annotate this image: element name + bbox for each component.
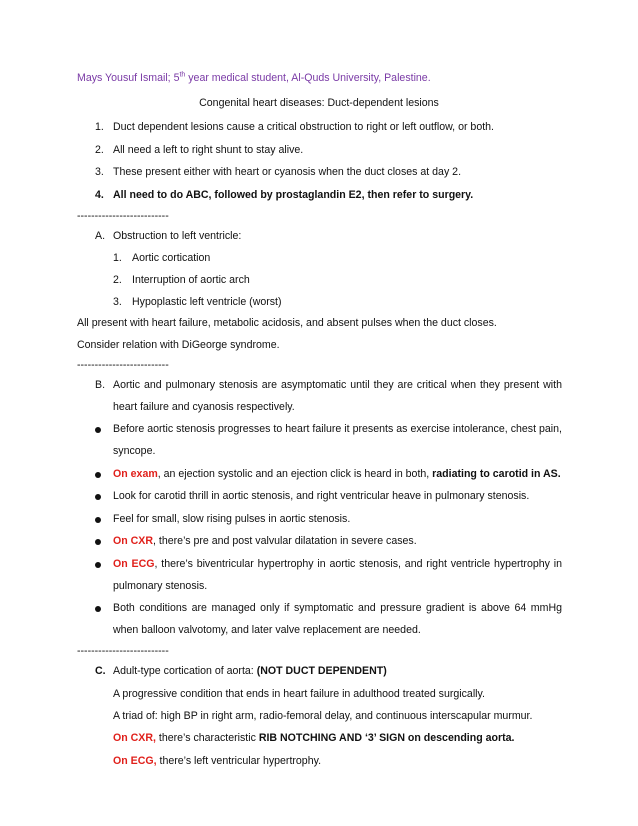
bullet-icon	[95, 606, 101, 612]
list-number: 2.	[113, 274, 122, 286]
bullet-item: Both conditions are managed only if symptomatic and pressure gradient is above 64 mmHg	[113, 602, 562, 614]
list-number: 3.	[95, 166, 104, 178]
list-number: 1.	[113, 252, 122, 264]
list-number: 3.	[113, 296, 122, 308]
paragraph: Aortic and pulmonary stenosis are asymptomatic until they are critical when they present with	[113, 379, 562, 391]
bullet-item: On ECG, there’s biventricular hypertrophy in aortic stenosis, and right ventricle hypertrophy in	[113, 558, 562, 570]
bullet-icon	[95, 427, 101, 433]
paragraph: On CXR, there’s characteristic RIB NOTCHING AND ‘3’ SIGN on descending aorta.	[113, 732, 515, 744]
bullet-item-continued: syncope.	[113, 445, 156, 457]
list-item: All need a left to right shunt to stay alive.	[113, 144, 304, 156]
paragraph: Consider relation with DiGeorge syndrome.	[77, 339, 280, 351]
bullet-item: Before aortic stenosis progresses to heart failure it presents as exercise intolerance, chest pain,	[113, 423, 562, 435]
bullet-icon	[95, 472, 101, 478]
separator: --------------------------	[77, 210, 169, 222]
list-item: These present either with heart or cyanosis when the duct closes at day 2.	[113, 166, 462, 178]
section-heading: Adult-type cortication of aorta: (NOT DUCT DEPENDENT)	[113, 665, 387, 677]
paragraph: A triad of: high BP in right arm, radio-femoral delay, and continuous interscapular murmur.	[113, 710, 533, 722]
section-letter: C.	[95, 665, 106, 677]
list-number: 1.	[95, 121, 104, 133]
bullet-icon	[95, 494, 101, 500]
paragraph: A progressive condition that ends in heart failure in adulthood treated surgically.	[113, 688, 485, 700]
document-title: Congenital heart diseases: Duct-dependent lesions	[199, 97, 439, 109]
list-number: 4.	[95, 189, 104, 201]
bullet-item: On CXR, there’s pre and post valvular dilatation in severe cases.	[113, 535, 417, 547]
paragraph: heart failure and cyanosis respectively.	[113, 401, 295, 413]
bullet-item-continued: pulmonary stenosis.	[113, 580, 208, 592]
separator: --------------------------	[77, 359, 169, 371]
list-item: Interruption of aortic arch	[132, 274, 250, 286]
author-line: Mays Yousuf Ismail; 5th year medical student, Al-Quds University, Palestine.	[77, 71, 431, 84]
bullet-item: On exam, an ejection systolic and an ejection click is heard in both, radiating to carotid in AS.	[113, 468, 561, 480]
section-letter: B.	[95, 379, 106, 391]
section-letter: A.	[95, 230, 106, 242]
list-item: Aortic cortication	[132, 252, 211, 264]
section-heading: Obstruction to left ventricle:	[113, 230, 242, 242]
bullet-item: Feel for small, slow rising pulses in aortic stenosis.	[113, 513, 351, 525]
bullet-icon	[95, 539, 101, 545]
paragraph: On ECG, there’s left ventricular hypertrophy.	[113, 755, 322, 767]
list-number: 2.	[95, 144, 104, 156]
bullet-icon	[95, 562, 101, 568]
bullet-item-continued: when balloon valvotomy, and later valve replacement are needed.	[113, 624, 421, 636]
list-item: All need to do ABC, followed by prostaglandin E2, then refer to surgery.	[113, 189, 474, 201]
list-item: Hypoplastic left ventricle (worst)	[132, 296, 282, 308]
paragraph: All present with heart failure, metabolic acidosis, and absent pulses when the duct closes.	[77, 317, 497, 329]
bullet-item: Look for carotid thrill in aortic stenosis, and right ventricular heave in pulmonary stenosis.	[113, 490, 530, 502]
separator: --------------------------	[77, 645, 169, 657]
bullet-icon	[95, 517, 101, 523]
list-item: Duct dependent lesions cause a critical obstruction to right or left outflow, or both.	[113, 121, 494, 133]
